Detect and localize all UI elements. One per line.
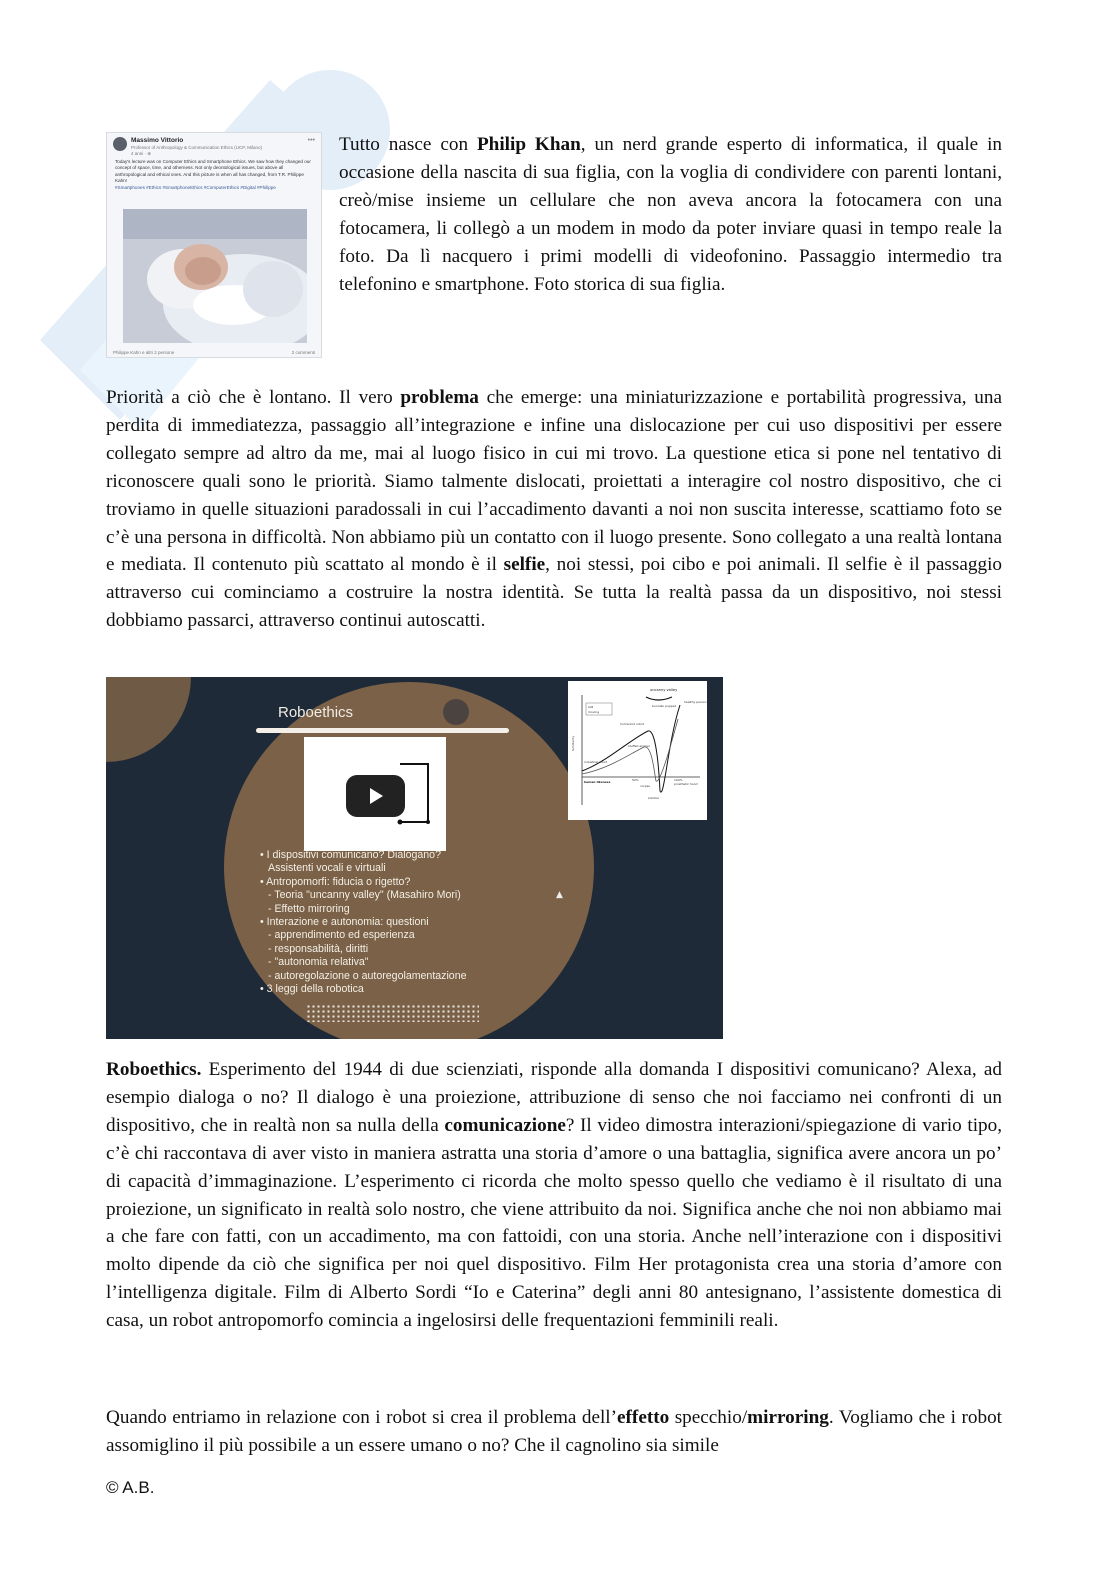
text: Quando entriamo in relazione con i robot si crea il problema dell’ [106, 1407, 618, 1428]
label-zombie: zombie [648, 796, 659, 800]
post-author: Massimo Vittorio [131, 137, 184, 144]
legend-still: still [588, 705, 594, 709]
paragraph-roboethics [106, 1056, 1002, 1335]
play-icon [370, 788, 383, 804]
bold-text: effetto [617, 1407, 670, 1428]
uncanny-valley-graph [568, 681, 707, 820]
post-subtitle: Professor of Anthropology & Communication Ethics (UCP, Milano) [131, 145, 262, 150]
valley-brace [646, 697, 672, 700]
bold-text: problema [400, 387, 479, 408]
post-reactions: Philippe Kahn e altri 2 persone [113, 350, 175, 355]
bold-text: Roboethics. [106, 1059, 202, 1080]
x-axis-label: human likeness [584, 780, 611, 784]
label-healthy-person: healthy person [684, 700, 707, 704]
page-footer: © A.B. [106, 1478, 155, 1497]
more-icon: ••• [307, 137, 315, 144]
text: , noi stessi, poi cibo e poi animali. Il selfie è il passaggio attraverso cui cominciamo a costruire la nostra identità. Se tutta la realtà passa da un dispositivo, noi stessi dobbiamo passarci, attraverso continui autoscatti. [106, 554, 1002, 632]
text: Esperimento del 1944 di due scienziati, risponde alla domanda I dispositivi comunicano? Alexa, ad esempio dialoga o no? Il dialogo è una proiezione, attribuzione di senso che noi facciamo nei confronti di un dispositivo, che in realtà non sa nulla della [106, 1059, 1002, 1136]
bullet-item: • 3 leggi della robotica [260, 983, 364, 996]
text: ? Il video dimostra interazioni/spiegazione di vario tipo, c’è chi raccontava di aver visto in maniera astratta una storia d’amore o una battaglia, significa avere ancora un po’ di capacità d’immaginazione. L’esperimento ci ricorda che molto spesso quello che vediamo è il risultato di una proiezione, un significato in realtà solo nostro, che viene attribuito da noi. Significa anche che noi non abbiamo mai a che fare con fatti, con un accadimento, ma con fattoidi, con una storia. Anche nell’interazione con i dispositivi molto dipende da ciò che significa per noi quel dispositivo. Film Her protagonista crea una storia d’amore con l’intelligenza digitale. Film di Alberto Sordi “Io e Caterina” degli anni 80 antesignano, l’assistente domestica di casa, un robot antropomorfo comincia a ingelosirsi delle frequentazioni femminili reali. [106, 1114, 1003, 1332]
text: specchio/ [669, 1407, 748, 1428]
bullet-item: - Effetto mirroring [268, 902, 350, 915]
bold-text: selfie [503, 554, 546, 576]
legend-moving: moving [588, 710, 600, 714]
label-humanoid-robot: humanoid robot [620, 722, 644, 726]
label-corpse: corpse [640, 784, 651, 788]
post-comments: 2 commenti [291, 350, 315, 355]
x-tick: 100% [674, 778, 683, 782]
label-industrial-robot: industrial robot [584, 760, 607, 764]
post-text: Today's lecture was on Computer Ethics and Smartphone Ethics. We saw how they changed our concept of space, time, and otherness. Not only deontological issues, but above all anthropological and ethical ones. And this picture is when all has changed, from T.R. Philippe Kahn! [115, 159, 311, 183]
bullet-item: Assistenti vocali e virtuali [268, 862, 386, 875]
roboethics-slide [106, 677, 723, 1039]
slide-dotted-pattern [306, 1004, 479, 1022]
x-tick: 50% [632, 778, 639, 782]
slide-bullet-list [260, 849, 466, 996]
bullet-item: - apprendimento ed esperienza [268, 929, 415, 942]
bullet-item: - responsabilità, diritti [268, 942, 369, 955]
bold-text: comunicazione [444, 1114, 566, 1136]
paragraph-intro [339, 131, 1002, 298]
bullet-item: - Teoria "uncanny valley" (Masahiro Mori) [268, 889, 461, 902]
paragraph-mirroring [106, 1404, 1002, 1460]
post-time: 4 anni · ⊕ [131, 151, 152, 156]
label-bunraku-puppet: bunraku puppet [652, 704, 676, 708]
y-axis-label: familiarity [571, 735, 575, 751]
post-hashtags: #Smartphones #Ethics #SmartphoneEthics #ComputerEthics #Digital #Philippe [115, 185, 276, 190]
bullet-item: • I dispositivi comunicano? Dialogano? [260, 849, 441, 861]
baby-photo [123, 209, 307, 343]
label-stuffed-animal: stuffed animal [628, 744, 650, 748]
bullet-item: - "autonomia relativa" [268, 956, 369, 969]
bold-text: mirroring [747, 1407, 829, 1428]
bullet-item: • Interazione e autonomia: questioni [260, 916, 429, 929]
curve-still [582, 719, 678, 781]
video-thumbnail[interactable] [304, 737, 446, 851]
facebook-post-image [106, 132, 322, 358]
slide-title: Roboethics [278, 704, 354, 721]
text: , un nerd grande esperto di informatica, il quale in occasione della nascita di sua figlia, con la voglia di condividere con parenti lontani, creò/mise insieme un cellulare che non aveva ancora la fotocamera con una fotocamera, li collegò a un modem in modo da poter inviare quasi in tempo reale la foto. Da lì nacquero i primi modelli di videofonino. Passaggio intermedio tra telefonino e smartphone. Foto storica di sua figlia. [339, 134, 1002, 295]
text: Tutto nasce con [339, 134, 477, 155]
graph-title: uncanny valley [650, 688, 678, 692]
text: Priorità a ciò che è lontano. Il vero [106, 387, 401, 408]
mouse-cursor-icon: ▲ [556, 890, 563, 900]
play-button[interactable] [346, 775, 405, 817]
paragraph-priority [106, 384, 1002, 635]
bold-text: Philip Khan [476, 134, 581, 155]
avatar [113, 137, 127, 151]
bullet-item: • Antropomorfi: fiducia o rigetto? [260, 875, 411, 888]
text: che emerge: una miniaturizzazione e portabilità progressiva, una perdita di immediatezza, passaggio all’integrazione e infine una dislocazione per cui uso dispositivi per essere collegato sempre ad altro da me, mai al luogo fisico in cui mi trovo. La questione etica si pone nel tentativo di riconoscere quali sono le priorità. Siamo talmente dislocati, proiettati a interagire col nostro dispositivo, che ci troviamo in quelle situazioni paradossali in cui l’accadimento davanti a noi non suscita interesse, scattiamo foto se c’è una persona in difficoltà. Non abbiamo più un contatto con il luogo presente. Sono collegato a una realtà lontana e mediata. Il contenuto più scattato al mondo è il [106, 387, 1002, 576]
slide-title-bar [256, 728, 509, 733]
text: . Vogliamo che i robot assomiglino il più possibile a un essere umano o no? Che il cagnolino sia simile [106, 1407, 1002, 1456]
bullet-item: - autoregolazione o autoregolamentazione [268, 969, 467, 982]
label-prosthetic-hand: prosthetic hand [674, 782, 698, 786]
